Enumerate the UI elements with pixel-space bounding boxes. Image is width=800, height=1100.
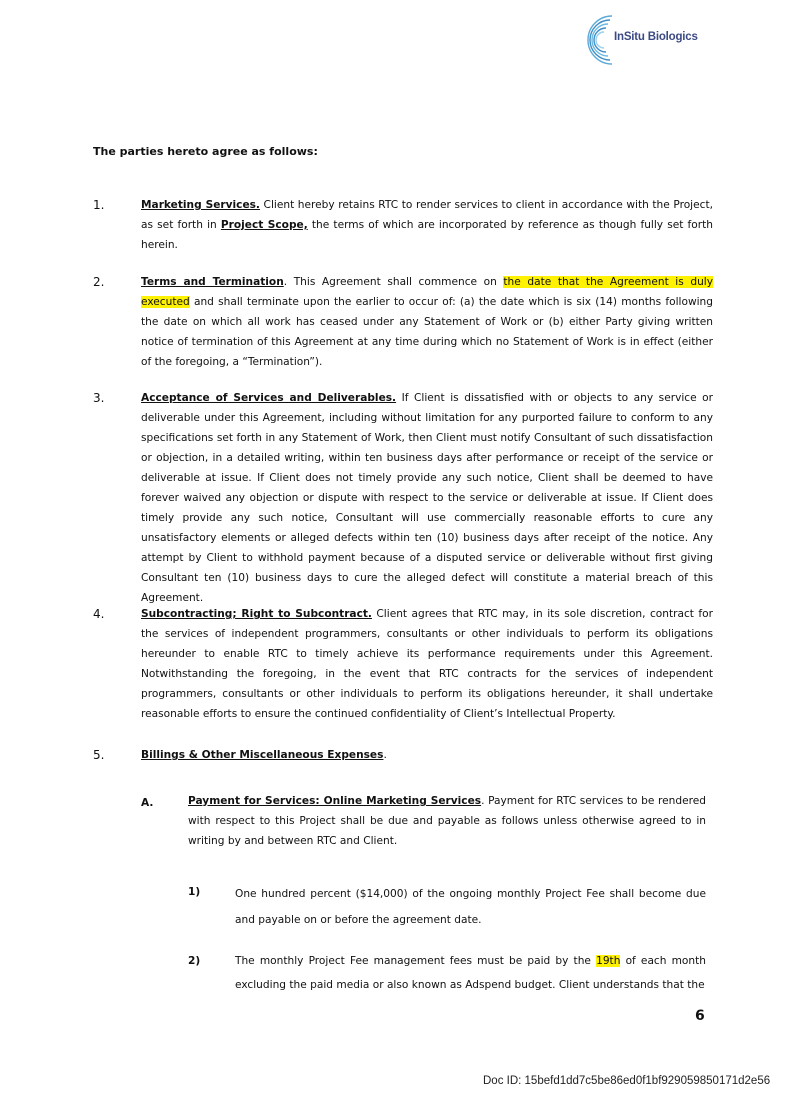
clause-4 — [93, 604, 713, 724]
item-text: of each month excluding the paid media or also known as Adspend budget. Client understands that the — [235, 955, 706, 991]
clause-5 — [93, 745, 713, 765]
clause-heading: Acceptance of Services and Deliverables. — [141, 392, 397, 404]
clause-text: Client hereby retains RTC to render services to client in accordance with the Project, as set forth in — [141, 199, 713, 231]
item-2 — [235, 949, 706, 997]
clause-text: . — [383, 749, 387, 761]
clause-text: . This Agreement shall commence on — [283, 276, 504, 288]
item-text: The monthly Project Fee management fees must be paid by the — [235, 955, 597, 967]
page-number: 6 — [695, 1008, 705, 1024]
section-a-text: . Payment for RTC services to be rendered with respect to this Project shall be due and payable as follows unless otherwise agreed to in writing by and between RTC and Client. — [188, 795, 706, 847]
clause-text: If Client is dissatisfied with or objects to any service or deliverable under this Agreement, including without limitation for any purported failure to conform to any specifications set forth in any Statement of Work, then Client must notify Consultant of such dissatisfaction or objection, in a detailed writing, within ten business days after performance or receipt of the service or deliverable at issue. If Client does not timely provide any such notice, Client shall be deemed to have forever waived any objection or dispute with respect to the service or deliverable at issue. If Client does timely provide any such notice, Consultant will use commercially reasonable efforts to cure any unsatisfactory elements or alleged defects within ten (10) business days after receipt of the notice. Any attempt by Client to withhold payment because of a disputed service or deliverable without first giving Consultant ten (10) business days to cure the alleged defect will constitute a material breach of this Agreement. — [141, 392, 713, 604]
item-text: One hundred percent ($14,000) of the ongoing monthly Project Fee shall become due and payable on or before the agreement date. — [235, 888, 706, 926]
highlighted-text: the date that the Agreement is duly executed — [141, 276, 713, 308]
highlighted-text: 19th — [596, 955, 621, 967]
section-a-heading: Payment for Services: Online Marketing Services — [188, 795, 482, 807]
item-1 — [235, 881, 706, 933]
clause-text: Client agrees that RTC may, in its sole discretion, contract for the services of independent programmers, consultants or other individuals to perform its obligations hereunder to enable RTC to timely achieve its performance requirements under this Agreement. Notwithstanding the foregoing, in the event that RTC contracts for the services of independent programmers, consultants or other individuals to perform its obligations hereunder, it shall undertake reasonable efforts to ensure the continued confidentiality of Client’s Intellectual Property. — [141, 608, 713, 720]
clause-3 — [93, 388, 713, 608]
section-a-label: A. — [141, 797, 154, 809]
item-1-label: 1) — [188, 886, 201, 898]
project-scope-link: Project Scope, — [220, 219, 308, 231]
clause-1 — [93, 195, 713, 255]
clause-heading: Subcontracting; Right to Subcontract. — [141, 608, 372, 620]
clause-number: 4. — [93, 607, 105, 621]
intro-text: The parties hereto agree as follows: — [93, 145, 318, 158]
clause-number: 3. — [93, 391, 105, 405]
logo-text: InSitu Biologics — [614, 31, 698, 43]
clause-heading: Marketing Services. — [141, 199, 260, 211]
clause-heading: Terms and Termination — [141, 276, 284, 288]
section-a — [188, 791, 706, 851]
clause-number: 5. — [93, 748, 105, 762]
clause-number: 2. — [93, 275, 105, 289]
item-2-label: 2) — [188, 955, 201, 967]
clause-text: and shall terminate upon the earlier to occur of: (a) the date which is six (14) months following the date on which all work has ceased under any Statement of Work or (b) either Party giving written notice of termination of this Agreement at any time during which no Statement of Work is in effect (either of the foregoing, a “Termination”). — [141, 296, 713, 368]
doc-id: Doc ID: 15befd1dd7c5be86ed0f1bf929059850171d2e56 — [483, 1075, 771, 1087]
clause-2 — [93, 272, 713, 372]
clause-text: the terms of which are incorporated by reference as though fully set forth herein. — [141, 219, 713, 251]
clause-heading: Billings & Other Miscellaneous Expenses — [141, 749, 384, 761]
clause-number: 1. — [93, 198, 105, 212]
